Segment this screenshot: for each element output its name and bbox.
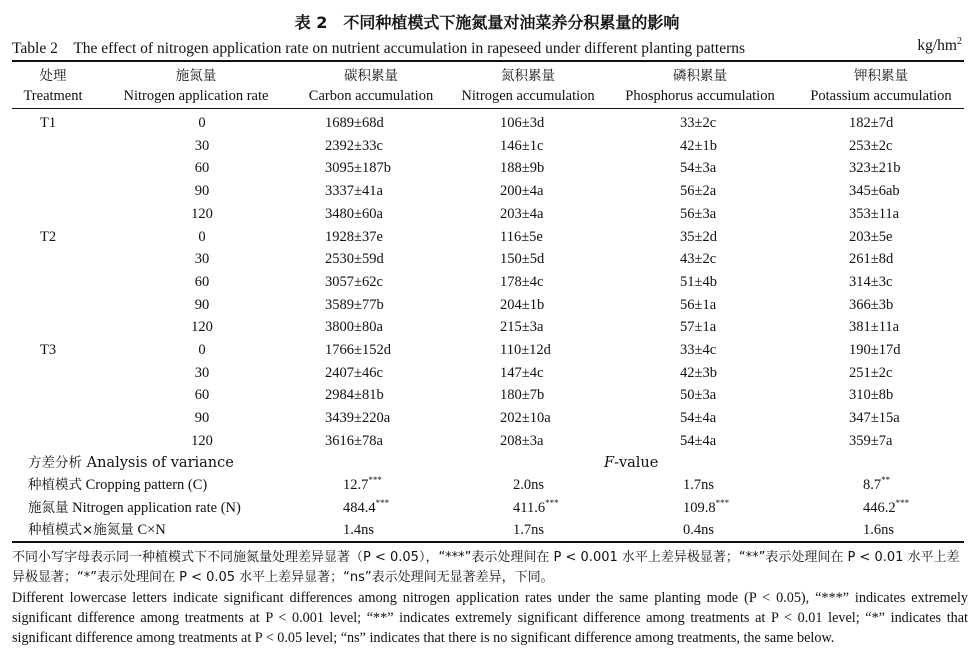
nitrogen-cell: 215±3a [500, 319, 544, 336]
anova-row-label [28, 497, 241, 519]
table-row [0, 248, 974, 270]
table-row [0, 407, 974, 429]
anova-heading [28, 452, 234, 474]
table-row [0, 271, 974, 293]
carbon-cell: 3800±80a [325, 319, 383, 336]
phosphorus-cell: 42±3b [680, 364, 717, 381]
table-row [0, 384, 974, 406]
header-rule [12, 108, 964, 109]
phosphorus-cell: 56±3a [680, 205, 717, 222]
anova-row-label [28, 474, 207, 496]
carbon-cell: 3095±187b [325, 160, 391, 177]
nitrogen-cell: 204±1b [500, 296, 545, 313]
f-value-italic: F [604, 455, 615, 471]
carbon-cell: 3337±41a [325, 183, 383, 200]
unit-base: kg/hm [917, 37, 957, 55]
anova-potassium-cell [863, 519, 894, 541]
table-row [0, 180, 974, 202]
n-rate-cell: 120 [191, 432, 213, 449]
n-rate-cell: 60 [194, 160, 210, 177]
header-potassium [796, 66, 966, 106]
nitrogen-cell: 202±10a [500, 410, 551, 427]
phosphorus-cell: 56±2a [680, 183, 717, 200]
phosphorus-cell: 57±1a [680, 319, 717, 336]
phosphorus-cell: 42±1b [680, 137, 717, 154]
footnote-cn: 不同小写字母表示同一种植模式下不同施氮量处理差异显著（P < 0.05），“***”表示处理间在 P < 0.001 水平上差异极显著；“**”表示处理间在 P < 0.01 水平上差异极显著；“*”表示处理间在 P < 0.05 水平上差异显著；“ns”表示处理间无显著差异，下同。 [12, 550, 960, 585]
nitrogen-cell: 150±5d [500, 251, 545, 268]
anova-value: 411.6 [513, 499, 546, 516]
potassium-cell: 310±8b [849, 387, 894, 404]
anova-value: 0.4ns [683, 522, 715, 539]
table-row [0, 135, 974, 157]
anova-carbon-cell [343, 497, 389, 519]
n-rate-cell: 120 [191, 319, 213, 336]
header-nitrogen-rate-en: Nitrogen application rate [123, 88, 269, 104]
table-unit [917, 36, 962, 55]
potassium-cell: 261±8d [849, 251, 894, 268]
nitrogen-cell: 106±3d [500, 115, 545, 131]
n-rate-cell: 0 [198, 115, 206, 131]
treatment-cell: T1 [40, 115, 57, 131]
potassium-cell: 345±6ab [849, 183, 900, 200]
significance-mark: *** [895, 497, 910, 508]
carbon-cell: 2407±46c [325, 364, 383, 381]
anova-heading-en: Analysis of variance [86, 455, 234, 471]
anova-value: 12.7 [343, 477, 369, 493]
anova-nitrogen-cell [513, 474, 544, 496]
anova-value: 2.0ns [513, 477, 545, 493]
phosphorus-cell: 35±2d [680, 228, 717, 245]
anova-potassium-cell [863, 474, 890, 496]
n-rate-cell: 60 [194, 273, 210, 290]
carbon-cell: 2392±33c [325, 137, 383, 154]
table-row [0, 316, 974, 338]
n-rate-cell: 90 [194, 183, 210, 200]
f-value-heading [604, 452, 658, 474]
anova-row-label-cn: 种植模式 [28, 477, 82, 493]
anova-value: 1.4ns [343, 522, 375, 539]
nitrogen-cell: 208±3a [500, 432, 544, 449]
nitrogen-cell: 188±9b [500, 160, 545, 177]
treatment-cell: T2 [40, 228, 57, 245]
header-nitrogen-rate [106, 66, 286, 106]
n-rate-cell: 90 [194, 410, 210, 427]
unit-superscript: 2 [957, 36, 962, 47]
header-nitrogen [450, 66, 606, 106]
anova-row-label-en: Nitrogen application rate (N) [72, 499, 241, 516]
anova-value: 1.7ns [513, 522, 545, 539]
anova-phosphorus-cell [683, 474, 714, 496]
nitrogen-cell: 146±1c [500, 137, 544, 154]
carbon-cell: 1766±152d [325, 342, 391, 358]
n-rate-cell: 0 [198, 342, 206, 358]
table-title-en [12, 36, 962, 58]
significance-mark: *** [368, 475, 382, 486]
carbon-cell: 3057±62c [325, 273, 383, 290]
anova-value: 446.2 [863, 499, 896, 516]
phosphorus-cell: 54±4a [680, 432, 717, 449]
anova-phosphorus-cell [683, 497, 729, 519]
significance-mark: ** [881, 475, 891, 486]
carbon-cell: 1689±68d [325, 115, 384, 131]
top-rule [12, 60, 964, 62]
treatment-cell: T3 [40, 342, 57, 358]
anova-potassium-cell [863, 497, 909, 519]
nitrogen-cell: 200±4a [500, 183, 544, 200]
table-row [0, 362, 974, 384]
anova-heading-cn: 方差分析 [28, 455, 82, 471]
carbon-cell: 3589±77b [325, 296, 384, 313]
anova-nitrogen-cell [513, 497, 559, 519]
header-nitrogen-en: Nitrogen accumulation [461, 88, 595, 104]
footnote-en: Different lowercase letters indicate significant differences among nitrogen application rates under the same planting mode (P < 0.05), “***” indicates extremely significant difference among treatments at P < 0.001 level; “**” indicates extremely significant difference among treatments at P < 0.01 level; “*” indicates that significant difference among treatments at P < 0.05 level; “ns” indicates that there is no significant difference among treatments, the same below. [12, 590, 968, 646]
nitrogen-cell: 116±5e [500, 228, 543, 245]
potassium-cell: 190±17d [849, 342, 901, 358]
potassium-cell: 347±15a [849, 410, 900, 427]
anova-carbon-cell [343, 519, 374, 541]
header-phosphorus-en: Phosphorus accumulation [625, 88, 775, 104]
carbon-cell: 2984±81b [325, 387, 384, 404]
anova-row-label [28, 519, 166, 541]
header-nitrogen-cn: 氮积累量 [501, 68, 555, 84]
header-treatment-cn: 处理 [39, 68, 67, 84]
phosphorus-cell: 33±4c [680, 342, 717, 358]
header-nitrogen-rate-cn: 施氮量 [175, 68, 217, 84]
potassium-cell: 353±11a [849, 205, 900, 222]
table-row [0, 112, 974, 134]
phosphorus-cell: 50±3a [680, 387, 717, 404]
phosphorus-cell: 54±3a [680, 160, 717, 177]
potassium-cell: 314±3c [849, 273, 893, 290]
carbon-cell: 1928±37e [325, 228, 383, 245]
anova-row-label-en: C×N [137, 522, 166, 539]
carbon-cell: 3480±60a [325, 205, 383, 222]
anova-row-label-cn: 种植模式×施氮量 [28, 522, 134, 539]
anova-value: 8.7 [863, 477, 882, 493]
n-rate-cell: 30 [194, 137, 210, 154]
significance-mark: *** [715, 497, 730, 508]
header-phosphorus-cn: 磷积累量 [673, 68, 727, 84]
table-row [0, 339, 974, 361]
header-carbon [298, 66, 444, 106]
bottom-rule [12, 541, 964, 543]
significance-mark: *** [375, 497, 390, 508]
header-potassium-en: Potassium accumulation [810, 88, 952, 104]
carbon-cell: 2530±59d [325, 251, 384, 268]
n-rate-cell: 0 [198, 228, 206, 245]
anova-row [0, 519, 974, 541]
header-carbon-cn: 碳积累量 [344, 68, 398, 84]
table-title-cn: 表 2 不同种植模式下施氮量对油菜养分积累量的影响 [294, 13, 680, 32]
f-value-suffix: -value [614, 455, 659, 471]
potassium-cell: 323±21b [849, 160, 901, 177]
anova-row [0, 474, 974, 496]
anova-carbon-cell [343, 474, 382, 496]
table-title-en-text: Table 2 The effect of nitrogen application rate on nutrient accumulation in rapeseed under different planting patterns [12, 40, 746, 57]
potassium-cell: 203±5e [849, 228, 893, 245]
nitrogen-cell: 180±7b [500, 387, 545, 404]
table-row [0, 226, 974, 248]
potassium-cell: 251±2c [849, 364, 893, 381]
nitrogen-cell: 178±4c [500, 273, 544, 290]
n-rate-cell: 120 [191, 205, 213, 222]
nitrogen-cell: 110±12d [500, 342, 551, 358]
anova-value: 109.8 [683, 499, 716, 516]
anova-nitrogen-cell [513, 519, 544, 541]
header-carbon-en: Carbon accumulation [308, 88, 434, 104]
anova-value: 1.6ns [863, 522, 895, 539]
header-treatment-en: Treatment [23, 88, 83, 104]
anova-row-label-en: Cropping pattern (C) [85, 477, 208, 493]
potassium-cell: 359±7a [849, 432, 893, 449]
potassium-cell: 253±2c [849, 137, 893, 154]
nitrogen-cell: 147±4c [500, 364, 544, 381]
carbon-cell: 3616±78a [325, 432, 383, 449]
n-rate-cell: 30 [194, 251, 210, 268]
potassium-cell: 182±7d [849, 115, 894, 131]
header-potassium-cn: 钾积累量 [854, 68, 908, 84]
phosphorus-cell: 54±4a [680, 410, 717, 427]
phosphorus-cell: 56±1a [680, 296, 717, 313]
potassium-cell: 381±11a [849, 319, 900, 336]
nitrogen-cell: 203±4a [500, 205, 544, 222]
phosphorus-cell: 43±2c [680, 251, 717, 268]
potassium-cell: 366±3b [849, 296, 894, 313]
significance-mark: *** [545, 497, 559, 508]
phosphorus-cell: 51±4b [680, 273, 717, 290]
anova-value: 1.7ns [683, 477, 715, 493]
table-row [0, 203, 974, 225]
table-row [0, 157, 974, 179]
anova-row [0, 497, 974, 519]
n-rate-cell: 90 [194, 296, 210, 313]
carbon-cell: 3439±220a [325, 410, 391, 427]
header-phosphorus [612, 66, 788, 106]
table-row [0, 294, 974, 316]
n-rate-cell: 30 [194, 364, 210, 381]
table-row [0, 430, 974, 452]
header-treatment [14, 66, 92, 106]
phosphorus-cell: 33±2c [680, 115, 717, 131]
anova-value: 484.4 [343, 499, 376, 516]
anova-row-label-cn: 施氮量 [28, 499, 69, 516]
anova-phosphorus-cell [683, 519, 714, 541]
n-rate-cell: 60 [194, 387, 210, 404]
